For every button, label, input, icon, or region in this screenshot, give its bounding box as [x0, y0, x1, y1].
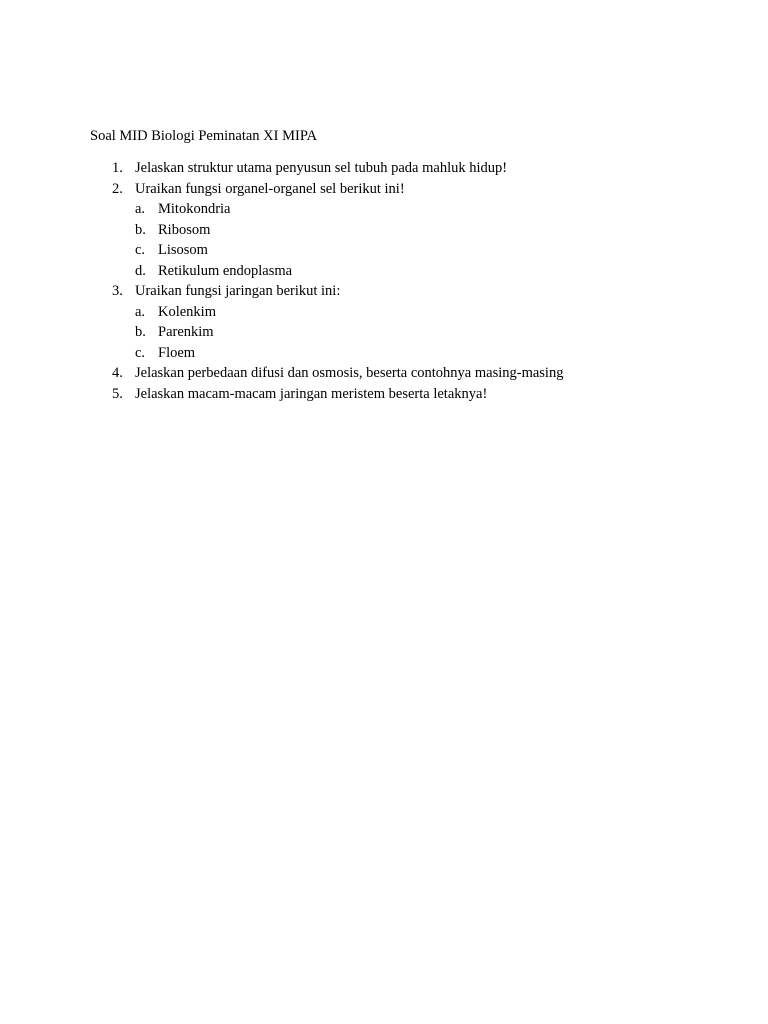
sub-item-text: Retikulum endoplasma — [158, 262, 293, 279]
sub-item-letter: a. — [135, 201, 146, 217]
sub-item-letter: d. — [135, 262, 146, 279]
question-text: Jelaskan struktur utama penyusun sel tubuh pada mahluk hidup! — [135, 160, 508, 176]
question-number: 4. — [112, 365, 123, 381]
question-number: 1. — [112, 160, 123, 176]
question-text: Uraikan fungsi organel-organel sel berikut ini! — [135, 180, 405, 197]
sub-item-text: Parenkim — [158, 324, 214, 340]
question-text: Jelaskan perbedaan difusi dan osmosis, beserta contohnya masing-masing — [135, 365, 564, 381]
sub-item-text: Kolenkim — [158, 303, 216, 320]
sub-item-text: Floem — [158, 344, 196, 361]
sub-item-letter: b. — [135, 221, 146, 238]
question-text: Uraikan fungsi jaringan berikut ini: — [135, 283, 341, 299]
question-number: 3. — [112, 283, 123, 299]
sub-item-text: Lisosom — [158, 242, 208, 258]
question-number: 5. — [112, 385, 123, 402]
sub-item-letter: c. — [135, 242, 146, 258]
document-title: Soal MID Biologi Peminatan XI MIPA — [90, 128, 318, 144]
sub-item-text: Mitokondria — [158, 201, 231, 217]
sub-item-letter: c. — [135, 344, 146, 361]
question-number: 2. — [112, 180, 123, 197]
sub-item-letter: b. — [135, 324, 146, 340]
sub-item-text: Ribosom — [158, 221, 211, 238]
sub-item-letter: a. — [135, 303, 146, 320]
question-text: Jelaskan macam-macam jaringan meristem beserta letaknya! — [135, 385, 488, 402]
